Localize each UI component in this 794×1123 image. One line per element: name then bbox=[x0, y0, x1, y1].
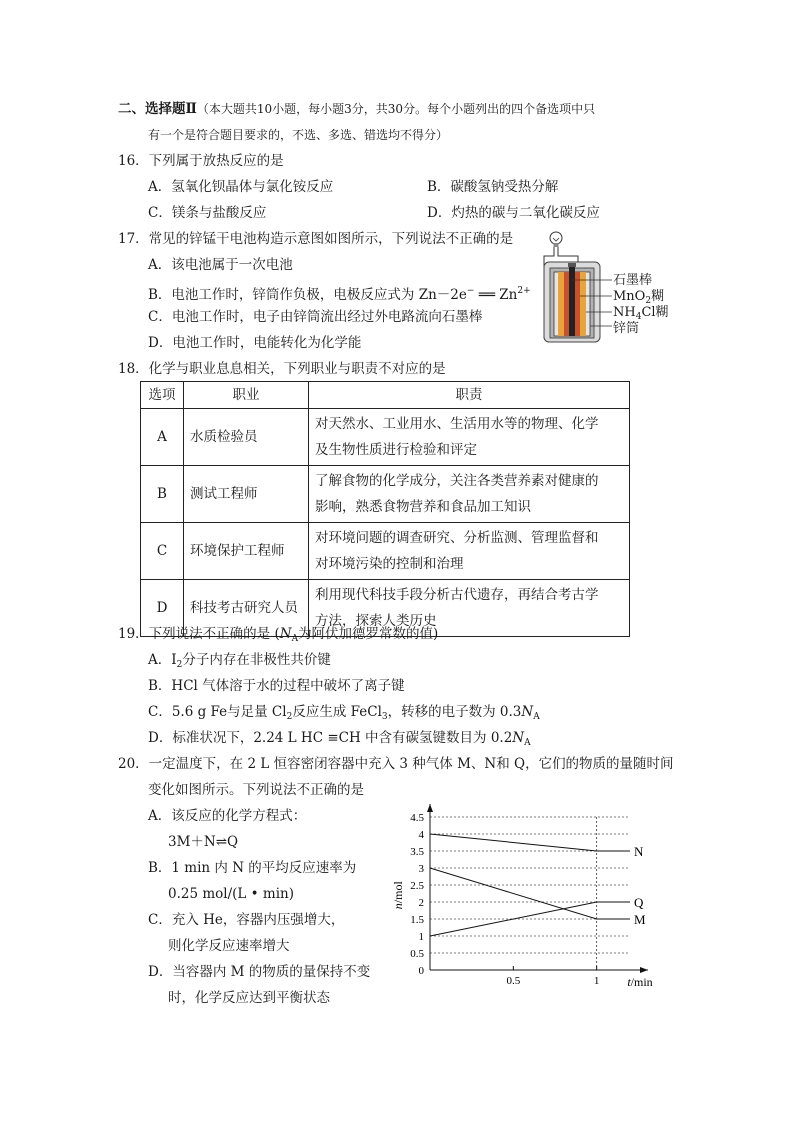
q19-c-asub: A bbox=[533, 712, 540, 722]
table-cell-option: B bbox=[141, 466, 184, 523]
duty-line: 方法，探索人类历史 bbox=[315, 613, 437, 629]
q17-b-text: B．电池工作时，锌筒作负极，电极反应式为 Zn－2e bbox=[148, 287, 467, 303]
q16-option-b: B．碳酸氢钠受热分解 bbox=[427, 179, 559, 195]
q19-c-sub2: 3 bbox=[381, 712, 388, 722]
y-tick-label: 4 bbox=[418, 829, 424, 841]
table-header: 选项 bbox=[141, 382, 184, 409]
table-row bbox=[141, 409, 630, 466]
q19-d-n: N bbox=[512, 730, 525, 746]
y-tick-label: 1.5 bbox=[410, 914, 424, 926]
label-mno2-b: 糊 bbox=[651, 289, 665, 304]
q18-stem: 18．化学与职业息息相关，下列职业与职责不对应的是 bbox=[118, 361, 446, 377]
series-label-q: Q bbox=[634, 895, 644, 910]
y-tick-label: 2.5 bbox=[410, 880, 424, 892]
table-row bbox=[141, 466, 630, 523]
q17-option-a: A．该电池属于一次电池 bbox=[148, 257, 293, 273]
q20-option-b-line1: B．1 min 内 N 的平均反应速率为 bbox=[148, 860, 357, 876]
table-cell-job: 科技考古研究人员 bbox=[184, 580, 309, 637]
q19-a-text2: 分子内存在非极性共价键 bbox=[182, 652, 331, 668]
y-tick-label: 0.5 bbox=[410, 948, 424, 960]
q19-c-a: C．5.6 g Fe与足量 Cl bbox=[148, 704, 287, 720]
q19-stem-n: N bbox=[279, 626, 292, 642]
y-tick-label: 3.5 bbox=[410, 846, 424, 858]
q19-stem-a: 19．下列说法不正确的是 ( bbox=[118, 626, 280, 642]
x-tick-label: 0.5 bbox=[506, 975, 521, 987]
q16-option-d: D．灼热的碳与二氧化碳反应 bbox=[427, 205, 600, 221]
q20-option-c-line2: 则化学反应速率增大 bbox=[168, 938, 290, 954]
section-header bbox=[118, 100, 595, 118]
q16-stem: 16．下列属于放热反应的是 bbox=[118, 153, 284, 169]
series-label-n: N bbox=[634, 844, 644, 859]
table-header: 职业 bbox=[184, 382, 309, 409]
q20-stem-line1: 20．一定温度下，在 2 L 恒容密闭容器中充入 3 种气体 M、N和 Q，它们的物质的量随时间 bbox=[118, 756, 674, 772]
label-zinc-can: 锌筒 bbox=[613, 321, 640, 336]
y-axis-label: n/mol bbox=[391, 881, 405, 910]
amount-time-chart bbox=[380, 800, 670, 995]
q19-a-text: A．I bbox=[148, 652, 177, 668]
table-cell-option: D bbox=[141, 580, 184, 637]
q17-option-c: C．电池工作时，电子由锌筒流出经过外电路流向石墨棒 bbox=[148, 309, 483, 325]
q19-c-sub1: 2 bbox=[286, 712, 293, 722]
q20-option-c-line1: C．充入 He，容器内压强增大， bbox=[148, 912, 345, 928]
section-note-line1: （本大题共10小题，每小题3分，共30分。每个小题列出的四个备选项中只 bbox=[196, 102, 596, 116]
table-cell-option: C bbox=[141, 523, 184, 580]
q20-option-a-line1: A．该反应的化学方程式： bbox=[148, 808, 307, 824]
duty-line: 及生物性质进行检验和评定 bbox=[315, 442, 477, 458]
q19-d-a: D．标准状况下，2.24 L HC ≡CH 中含有碳氢键数目为 0.2 bbox=[148, 730, 513, 746]
table-cell-job: 测试工程师 bbox=[184, 466, 309, 523]
section-title: 二、选择题Ⅱ bbox=[118, 101, 197, 117]
q19-c-n: N bbox=[521, 704, 534, 720]
q19-option-a bbox=[148, 651, 331, 674]
table-row bbox=[141, 523, 630, 580]
job-table bbox=[140, 381, 630, 637]
section-note-line2: 有一个是符合题目要求的，不选、多选、错选均不得分） bbox=[148, 128, 449, 142]
q17-option-d: D．电池工作时，电能转化为化学能 bbox=[148, 335, 362, 351]
y-tick-label: 0 bbox=[418, 965, 424, 977]
label-graphite-rod: 石墨棒 bbox=[613, 273, 653, 288]
bulb-icon bbox=[550, 232, 562, 244]
label-nh4cl-sub: 4 bbox=[635, 312, 642, 322]
duty-line: 了解食物的化学成分，关注各类营养素对健康的 bbox=[315, 473, 599, 489]
q19-option-b: B．HCl 气体溶于水的过程中破坏了离子键 bbox=[148, 678, 405, 694]
q17-b-mid: ══ Zn bbox=[474, 287, 518, 303]
duty-line: 影响，熟悉食物营养和食品加工知识 bbox=[315, 499, 531, 515]
series-line-m bbox=[430, 868, 630, 919]
table-header: 职责 bbox=[309, 382, 630, 409]
q17-b-sup2: 2+ bbox=[517, 286, 531, 296]
q19-d-asub: A bbox=[524, 738, 531, 748]
q20-option-a-line2: 3M＋N⇌Q bbox=[168, 834, 239, 850]
y-tick-label: 4.5 bbox=[410, 812, 424, 824]
duty-line: 对环境问题的调查研究、分析监测、管理监督和 bbox=[315, 530, 599, 546]
q17-option-b bbox=[148, 282, 531, 304]
table-cell-job: 水质检验员 bbox=[184, 409, 309, 466]
q19-stem-asub: A bbox=[291, 634, 299, 644]
label-nh4cl-b: Cl糊 bbox=[641, 305, 669, 320]
table-cell-job: 环境保护工程师 bbox=[184, 523, 309, 580]
table-cell-duty bbox=[309, 409, 630, 466]
label-mno2-sub: 2 bbox=[645, 296, 652, 306]
y-axis-arrow bbox=[427, 804, 433, 812]
series-line-n bbox=[430, 834, 630, 851]
x-axis-arrow bbox=[640, 967, 648, 973]
graphite-rod bbox=[569, 266, 575, 336]
q19-c-b: 反应生成 FeCl bbox=[292, 704, 382, 720]
table-cell-option: A bbox=[141, 409, 184, 466]
q19-option-c bbox=[148, 703, 540, 726]
q19-option-d bbox=[148, 729, 531, 752]
q19-stem-b: 为阿伏加德罗常数的值) bbox=[298, 626, 439, 642]
q20-option-d-line2: 时，化学反应达到平衡状态 bbox=[168, 990, 330, 1006]
table-cell-duty bbox=[309, 523, 630, 580]
y-tick-label: 3 bbox=[418, 863, 424, 875]
duty-line: 对天然水、工业用水、生活用水等的物理、化学 bbox=[315, 416, 599, 432]
duty-line: 对环境污染的控制和治理 bbox=[315, 556, 464, 572]
table-cell-duty bbox=[309, 466, 630, 523]
q17-stem: 17．常见的锌锰干电池构造示意图如图所示，下列说法不正确的是 bbox=[118, 231, 514, 247]
table-header-row bbox=[141, 382, 630, 409]
q16-option-a: A．氢氧化钡晶体与氯化铵反应 bbox=[148, 179, 334, 195]
q20-option-b-line2: 0.25 mol/(L • min) bbox=[168, 886, 295, 902]
q20-stem-line2: 变化如图所示。下列说法不正确的是 bbox=[148, 782, 364, 798]
duty-line: 利用现代科技手段分析古代遗存，再结合考古学 bbox=[315, 587, 599, 603]
x-axis-label: t/min bbox=[627, 975, 653, 989]
label-mno2-a: MnO bbox=[613, 289, 646, 304]
label-nh4cl-a: NH bbox=[613, 305, 636, 320]
q19-stem bbox=[118, 625, 438, 648]
y-tick-label: 1 bbox=[418, 931, 424, 943]
q20-option-d-line1: D．当容器内 M 的物质的量保持不变 bbox=[148, 964, 371, 980]
x-tick-label: 1 bbox=[593, 975, 600, 987]
y-tick-label: 2 bbox=[418, 897, 424, 909]
q19-c-c: ，转移的电子数为 0.3 bbox=[387, 704, 522, 720]
series-label-m: M bbox=[634, 912, 646, 927]
q16-option-c: C．镁条与盐酸反应 bbox=[148, 205, 267, 221]
q17-b-sup1: − bbox=[466, 286, 475, 296]
q19-a-sub: 2 bbox=[176, 660, 183, 670]
